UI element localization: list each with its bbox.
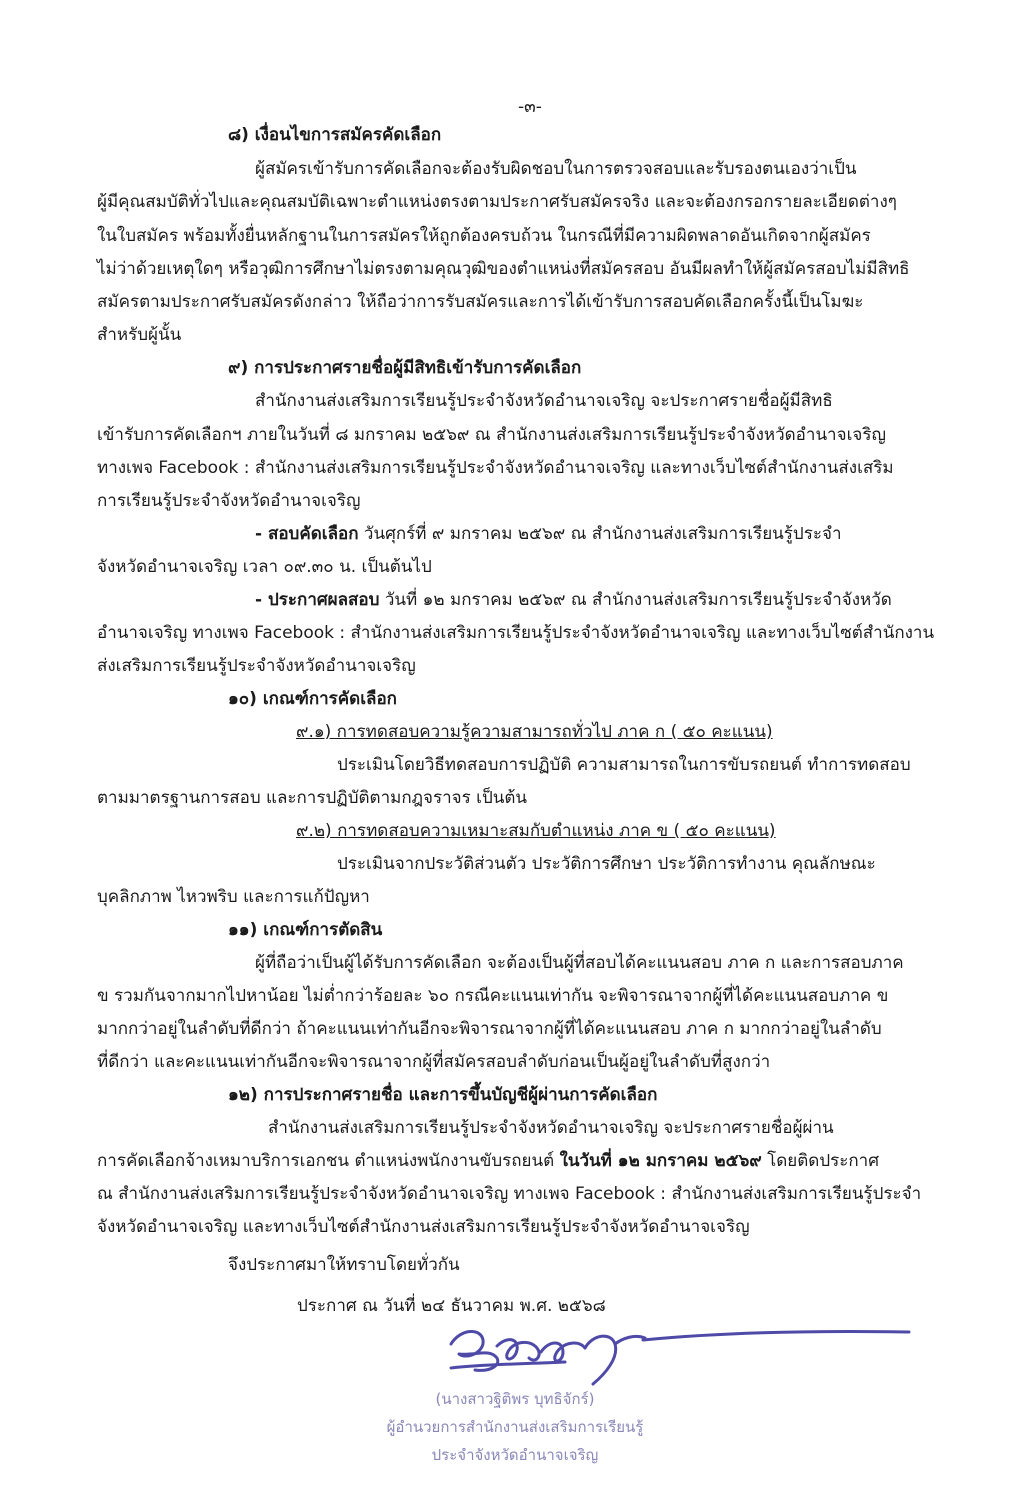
section-12-heading: ๑๒) การประกาศรายชื่อ และการขึ้นบัญชีผู้ผ่านการคัดเลือก — [228, 1085, 658, 1105]
section-9-line: การเรียนรู้ประจำจังหวัดอำนาจเจริญ — [97, 491, 361, 511]
criteria-part-a-line: ประเมินโดยวิธีทดสอบการปฏิบัติ ความสามารถในการขับรถยนต์ ทำการทดสอบ — [337, 755, 911, 775]
section-12-line: สำนักงานส่งเสริมการเรียนรู้ประจำจังหวัดอำนาจเจริญ จะประกาศรายชื่อผู้ผ่าน — [268, 1118, 834, 1138]
result-announcement-text: วันที่ ๑๒ มกราคม ๒๕๖๙ ณ สำนักงานส่งเสริมการเรียนรู้ประจำจังหวัด — [379, 590, 892, 610]
section-12-text: โดยติดประกาศ — [761, 1151, 880, 1171]
section-11-heading: ๑๑) เกณฑ์การตัดสิน — [228, 920, 383, 940]
section-11-line: ข รวมกันจากมากไปหาน้อย ไม่ต่ำกว่าร้อยละ ๖๐ กรณีคะแนนเท่ากัน จะพิจารณาจากผู้ที่ได้คะแนนสอบภาค ข — [97, 986, 889, 1006]
section-8-line: ผู้มีคุณสมบัติทั่วไปและคุณสมบัติเฉพาะตำแหน่งตรงตามประกาศรับสมัครจริง และจะต้องกรอกรายละเอียดต่างๆ — [97, 192, 897, 212]
criteria-part-a-title: ๙.๑) การทดสอบความรู้ความสามารถทั่วไป ภาค ก ( ๕๐ คะแนน) — [296, 722, 773, 742]
criteria-part-b-line: บุคลิกภาพ ไหวพริบ และการแก้ปัญหา — [97, 887, 370, 907]
section-8-line: สำหรับผู้นั้น — [97, 325, 182, 345]
section-12-date: ในวันที่ ๑๒ มกราคม ๒๕๖๙ — [559, 1151, 762, 1171]
exam-schedule-line: จังหวัดอำนาจเจริญ เวลา ๐๙.๓๐ น. เป็นต้นไป — [97, 557, 432, 577]
section-12-text: การคัดเลือกจ้างเหมาบริการเอกชน ตำแหน่งพนักงานขับรถยนต์ — [97, 1151, 560, 1171]
section-12-line — [97, 1150, 879, 1172]
exam-schedule-label: - สอบคัดเลือก — [255, 524, 359, 544]
announcement-date: ประกาศ ณ วันที่ ๒๔ ธันวาคม พ.ศ. ๒๕๖๘ — [297, 1296, 606, 1316]
section-12-line: จังหวัดอำนาจเจริญ และทางเว็บไซต์สำนักงานส่งเสริมการเรียนรู้ประจำจังหวัดอำนาจเจริญ — [97, 1217, 750, 1237]
signer-title: ผู้อำนวยการสำนักงานส่งเสริมการเรียนรู้ — [386, 1418, 644, 1436]
exam-schedule-text: วันศุกร์ที่ ๙ มกราคม ๒๕๖๙ ณ สำนักงานส่งเสริมการเรียนรู้ประจำ — [358, 524, 842, 544]
section-11-line: ผู้ที่ถือว่าเป็นผู้ได้รับการคัดเลือก จะต้องเป็นผู้ที่สอบได้คะแนนสอบ ภาค ก และการสอบภาค — [255, 953, 904, 973]
result-announcement-label: - ประกาศผลสอบ — [255, 590, 380, 610]
section-9-line: ทางเพจ Facebook : สำนักงานส่งเสริมการเรียนรู้ประจำจังหวัดอำนาจเจริญ และทางเว็บไซต์สำนักงานส่งเสริม — [97, 458, 894, 478]
section-9-line: เข้ารับการคัดเลือกฯ ภายในวันที่ ๘ มกราคม ๒๕๖๙ ณ สำนักงานส่งเสริมการเรียนรู้ประจำจังหวัดอำนาจเจริญ — [97, 425, 886, 445]
section-11-line: มากกว่าอยู่ในลำดับที่ดีกว่า ถ้าคะแนนเท่ากันอีกจะพิจารณาจากผู้ที่ได้คะแนนสอบ ภาค ก มากกว่าอยู่ในลำดับ — [97, 1019, 882, 1039]
page-number: -๓- — [518, 97, 542, 117]
section-8-line: ไม่ว่าด้วยเหตุใดๆ หรือวุฒิการศึกษาไม่ตรงตามคุณวุฒิของตำแหน่งที่สมัครสอบ อันมีผลทำให้ผู้สมัครสอบไม่มีสิทธิ — [97, 259, 910, 279]
result-announcement-line: ส่งเสริมการเรียนรู้ประจำจังหวัดอำนาจเจริญ — [97, 656, 416, 676]
signer-title: ประจำจังหวัดอำนาจเจริญ — [431, 1446, 599, 1464]
section-10-heading: ๑๐) เกณฑ์การคัดเลือก — [228, 689, 397, 709]
section-9-line: สำนักงานส่งเสริมการเรียนรู้ประจำจังหวัดอำนาจเจริญ จะประกาศรายชื่อผู้มีสิทธิ — [255, 391, 833, 411]
section-8-line: ในใบสมัคร พร้อมทั้งยื่นหลักฐานในการสมัครให้ถูกต้องครบถ้วน ในกรณีที่มีความผิดพลาดอันเกิดจากผู้สมัคร — [97, 226, 871, 246]
criteria-part-b-line: ประเมินจากประวัติส่วนตัว ประวัติการศึกษา ประวัติการทำงาน คุณลักษณะ — [337, 854, 876, 874]
section-8-heading: ๘) เงื่อนไขการสมัครคัดเลือก — [228, 125, 442, 145]
signer-name: (นางสาวฐิติพร บุทธิจักร์) — [435, 1390, 595, 1408]
section-11-line: ที่ดีกว่า และคะแนนเท่ากันอีกจะพิจารณาจากผู้ที่สมัครสอบลำดับก่อนเป็นผู้อยู่ในลำดับที่สูงกว่า — [97, 1052, 771, 1072]
result-announcement-line: อำนาจเจริญ ทางเพจ Facebook : สำนักงานส่งเสริมการเรียนรู้ประจำจังหวัดอำนาจเจริญ และทางเว็บไซต์สำนักงาน — [97, 623, 935, 643]
section-9-heading: ๙) การประกาศรายชื่อผู้มีสิทธิเข้ารับการคัดเลือก — [228, 358, 582, 378]
section-12-line: ณ สำนักงานส่งเสริมการเรียนรู้ประจำจังหวัดอำนาจเจริญ ทางเพจ Facebook : สำนักงานส่งเสริมการเรียนรู้ประจำ — [97, 1184, 922, 1204]
criteria-part-a-line: ตามมาตรฐานการสอบ และการปฏิบัติตามกฎจราจร เป็นต้น — [97, 788, 528, 808]
result-announcement-line — [255, 589, 892, 611]
exam-schedule-line — [255, 523, 842, 545]
closing-text: จึงประกาศมาให้ทราบโดยทั่วกัน — [228, 1255, 460, 1275]
criteria-part-b-title: ๙.๒) การทดสอบความเหมาะสมกับตำแหน่ง ภาค ข ( ๕๐ คะแนน) — [296, 821, 776, 841]
section-8-line: สมัครตามประกาศรับสมัครดังกล่าว ให้ถือว่าการรับสมัครและการได้เข้ารับการสอบคัดเลือกครั้งนี้เป็นโมฆะ — [97, 292, 864, 312]
handwritten-signature — [445, 1318, 915, 1388]
section-8-line: ผู้สมัครเข้ารับการคัดเลือกจะต้องรับผิดชอบในการตรวจสอบและรับรองตนเองว่าเป็น — [255, 159, 857, 179]
